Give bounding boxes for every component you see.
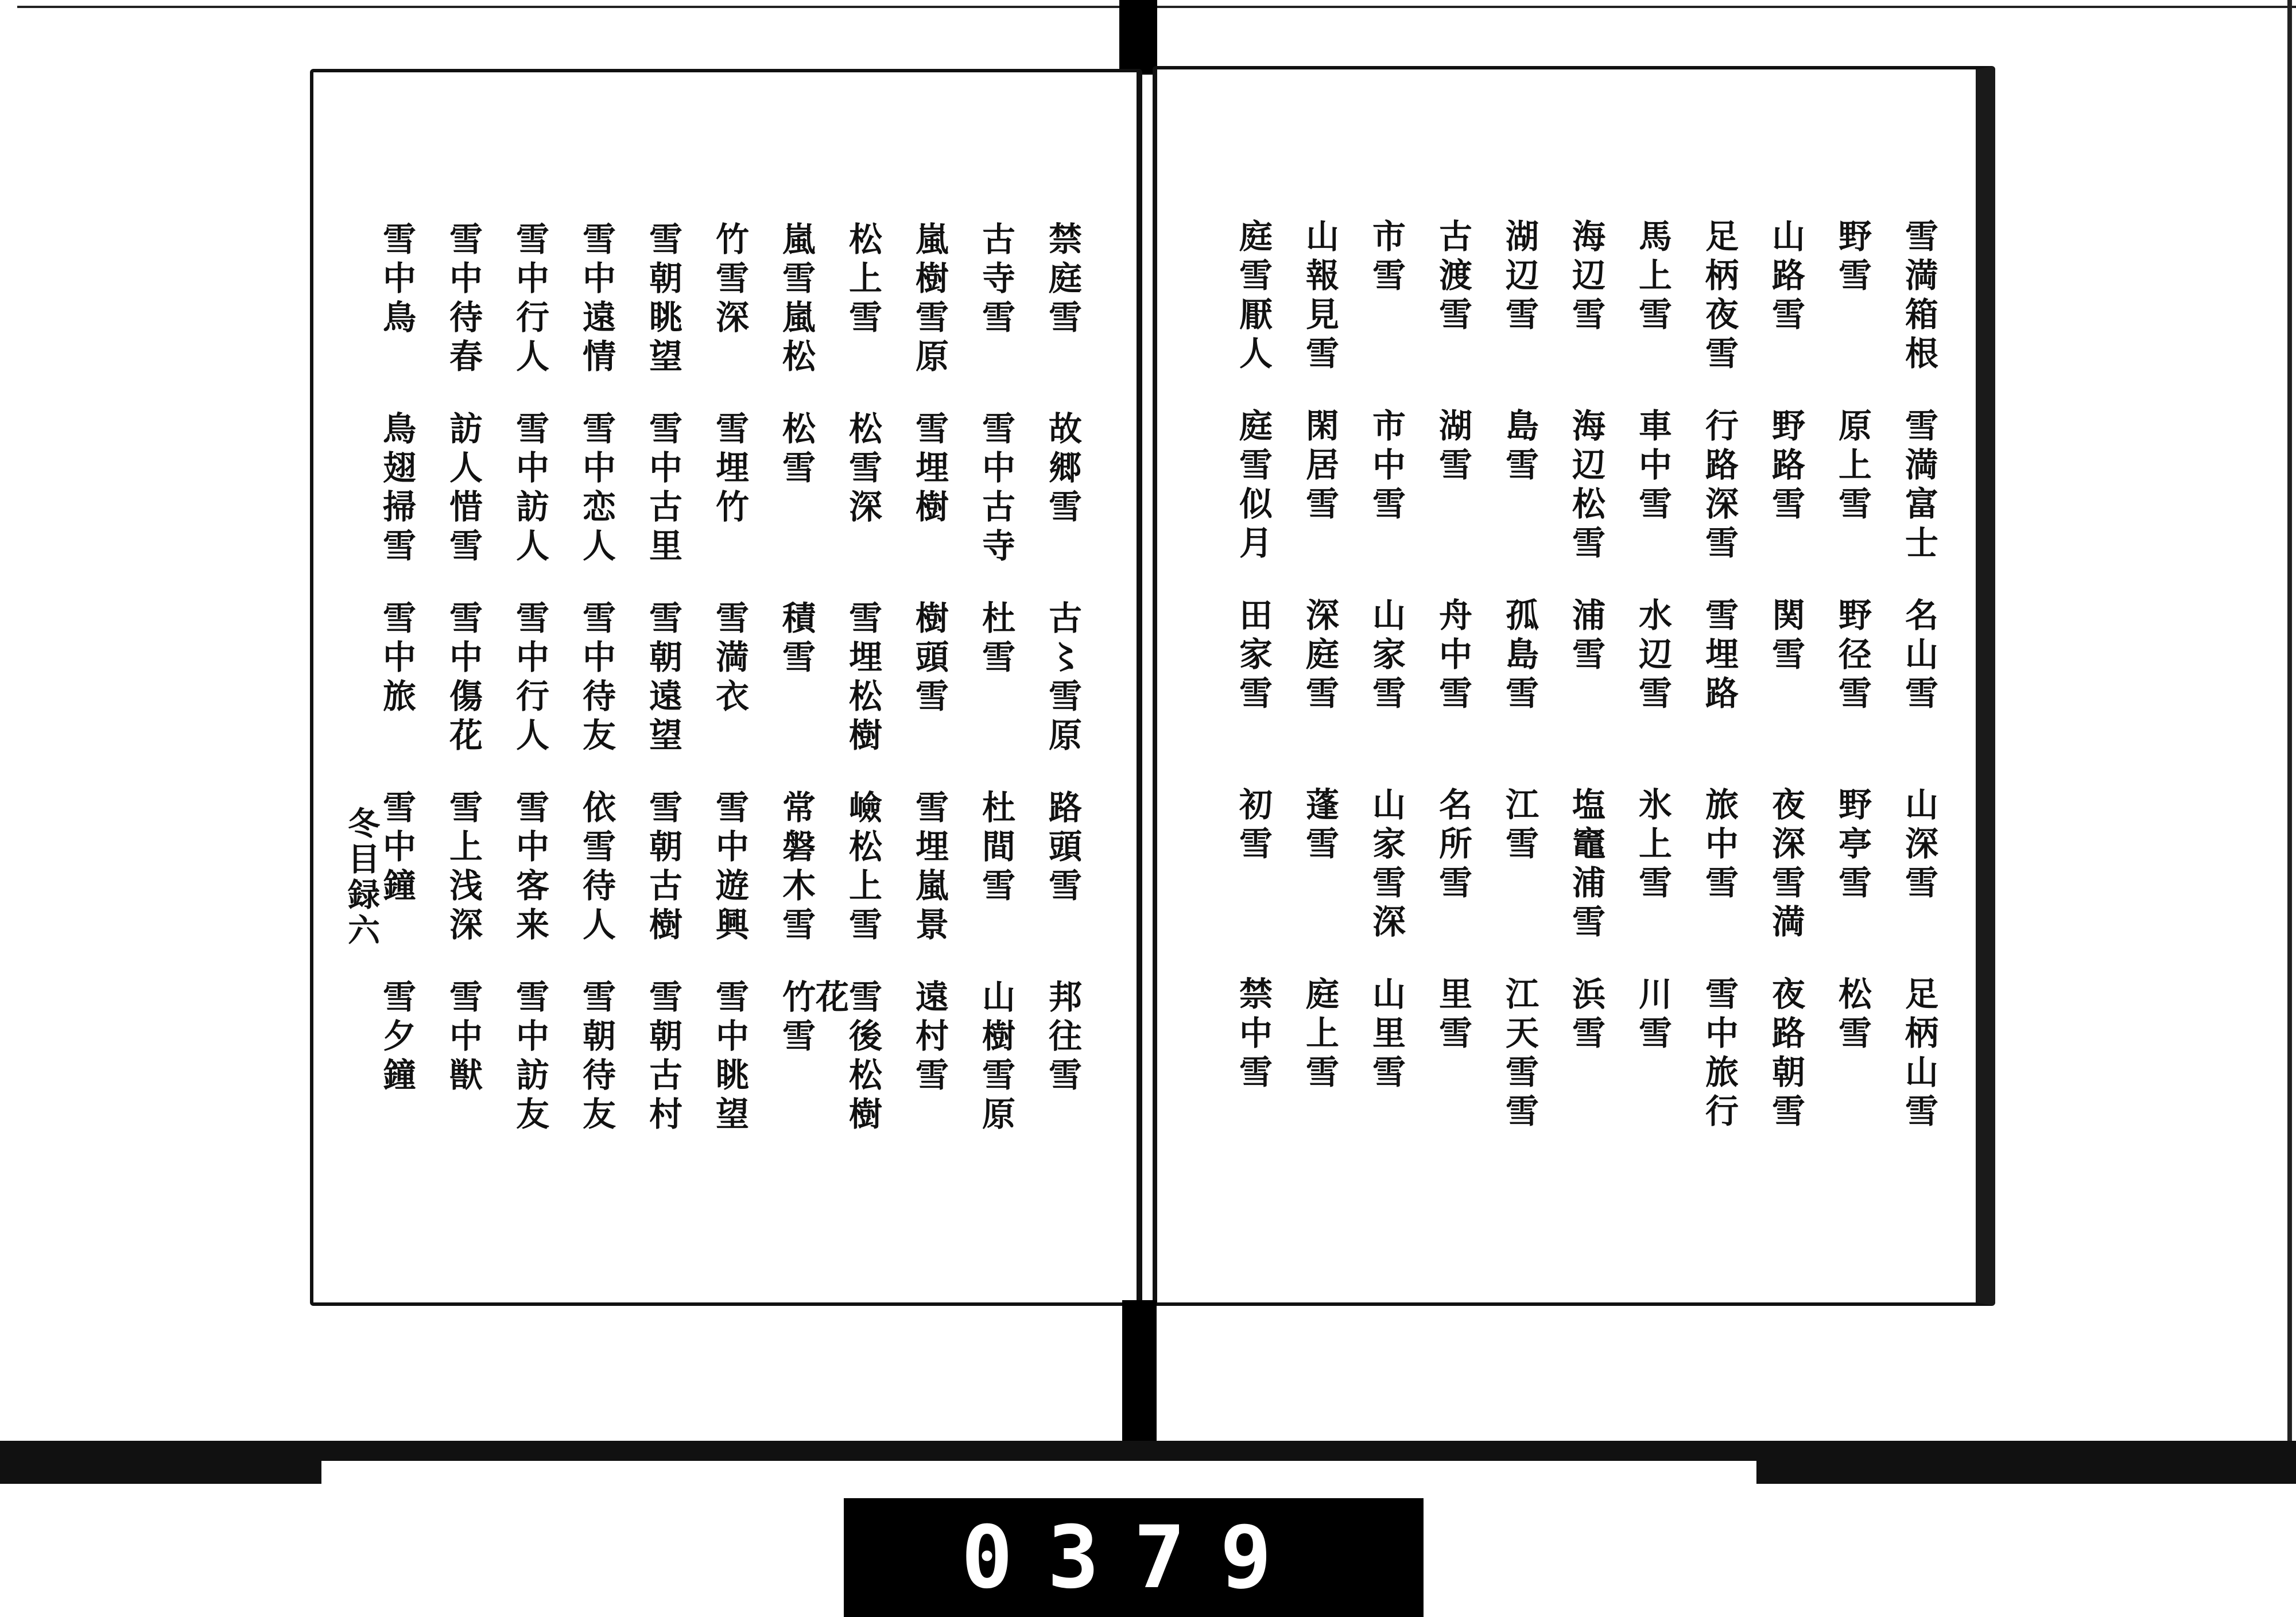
- index-entry: 雪朝古樹: [643, 790, 682, 946]
- book-spine-top: [1119, 0, 1157, 75]
- text-column: [1536, 219, 1603, 1166]
- text-column: [1203, 219, 1273, 1166]
- index-entry: 里雪: [1433, 976, 1472, 1054]
- index-entry: 禁庭雪: [1043, 222, 1082, 339]
- index-entry: 島雪: [1500, 408, 1539, 486]
- index-entry: 足柄山雪: [1899, 976, 1938, 1133]
- text-column: [1669, 219, 1739, 1166]
- index-entry: 関雪: [1766, 598, 1805, 676]
- index-entry: 庭雪似月: [1234, 408, 1273, 564]
- index-entry: 野路雪: [1766, 408, 1805, 525]
- index-entry: 雪中旅行: [1700, 976, 1739, 1133]
- scan-right-edge: [2287, 0, 2292, 1481]
- index-entry: 野径雪: [1833, 598, 1872, 715]
- index-entry: 名所雪: [1433, 787, 1472, 904]
- index-entry: 古寺雪: [976, 222, 1015, 339]
- text-column: [347, 222, 416, 1169]
- index-entry: 市中雪: [1367, 408, 1406, 525]
- index-entry: 嵐樹雪原: [910, 222, 949, 378]
- text-column: [1403, 219, 1472, 1166]
- index-entry: 常磐木雪: [777, 790, 816, 946]
- index-entry: 雪埋路: [1700, 598, 1739, 715]
- frame-number-plate: [844, 1498, 1424, 1617]
- index-entry: 夜路朝雪: [1766, 976, 1805, 1133]
- text-column: [1869, 219, 1936, 1166]
- index-entry: 足柄夜雪: [1700, 219, 1739, 375]
- index-entry: 雪中訪友: [510, 979, 549, 1135]
- page-footer-title: 冬目録六: [343, 806, 381, 949]
- index-entry: 故郷雪: [1043, 411, 1082, 528]
- index-entry: 野亭雪: [1833, 787, 1872, 904]
- text-column: [1603, 219, 1672, 1166]
- index-entry: 蓬雪: [1300, 787, 1339, 865]
- index-entry: 山里雪: [1367, 976, 1406, 1093]
- index-entry: 雪中待春: [444, 222, 483, 378]
- index-entry: 名山雪: [1899, 598, 1938, 715]
- index-entry: 依雪待人: [577, 790, 616, 946]
- index-entry: 古〻雪原: [1043, 600, 1082, 757]
- index-entry: 雪朝待友: [577, 979, 616, 1135]
- index-entry: 雪朝遠望: [643, 600, 682, 757]
- index-entry: 雪中訪人: [510, 411, 549, 567]
- index-entry: 山深雪: [1899, 787, 1938, 904]
- index-entry: 江雪: [1500, 787, 1539, 865]
- frame-number: 0379: [961, 1507, 1306, 1608]
- index-entry: 鳥翅掃雪: [377, 411, 416, 567]
- text-column: [613, 222, 680, 1169]
- index-entry: 庭雪厭人: [1234, 219, 1273, 375]
- index-entry: 嵐雪嵐松: [777, 222, 816, 378]
- index-entry: 遠村雪: [910, 979, 949, 1096]
- index-entry: 雪中傷花: [444, 600, 483, 757]
- index-entry: 山家雪深: [1367, 787, 1406, 943]
- index-entry: 雪中客来: [510, 790, 549, 946]
- index-entry: 水辺雪: [1633, 598, 1672, 715]
- left-page: [310, 69, 1142, 1306]
- index-entry: 馬上雪: [1633, 219, 1672, 336]
- right-page: [1153, 66, 1995, 1306]
- index-entry: 市雪: [1367, 219, 1406, 297]
- index-entry: 邦往雪: [1043, 979, 1082, 1096]
- text-column: [946, 222, 1013, 1169]
- index-entry: 雪中眺望: [710, 979, 749, 1135]
- index-entry: 雪朝古村: [643, 979, 682, 1135]
- index-entry: 原上雪: [1833, 408, 1872, 525]
- index-entry: 山樹雪原: [976, 979, 1015, 1135]
- index-entry: 川雪: [1633, 976, 1672, 1054]
- text-column: [1802, 219, 1872, 1166]
- index-entry: 雪中待友: [577, 600, 616, 757]
- index-entry: 車中雪: [1633, 408, 1672, 525]
- index-entry: 塩竈浦雪: [1566, 787, 1605, 943]
- index-entry: 訪人惜雪: [444, 411, 483, 567]
- index-entry: 雪埋嵐景: [910, 790, 949, 946]
- index-entry: 雪中遊興: [710, 790, 749, 946]
- text-column: [1736, 219, 1805, 1166]
- index-entry: 雪満富士: [1899, 408, 1938, 564]
- index-entry: 竹雪深: [710, 222, 749, 339]
- text-column: [480, 222, 549, 1169]
- index-entry: 雪中獣: [444, 979, 483, 1096]
- index-entry: 松雪: [777, 411, 816, 489]
- index-entry: 杜雪: [976, 600, 1015, 678]
- index-entry: 旅中雪: [1700, 787, 1739, 904]
- index-entry: 雪満衣: [710, 600, 749, 718]
- index-entry: 浦雪: [1566, 598, 1605, 676]
- index-entry: 湖辺雪: [1500, 219, 1539, 336]
- index-entry: 舟中雪: [1433, 598, 1472, 715]
- text-column: [413, 222, 483, 1169]
- text-column: [1469, 219, 1539, 1166]
- text-column: [1013, 222, 1082, 1169]
- index-entry: 雪中行人: [510, 600, 549, 757]
- index-entry: 雪満箱根: [1899, 219, 1938, 375]
- index-entry: 雪中鐘: [377, 790, 416, 907]
- index-entry: 山路雪: [1766, 219, 1805, 336]
- index-entry: 雪埋松樹: [843, 600, 882, 757]
- index-entry: 雪中旅: [377, 600, 416, 718]
- index-entry: 路頭雪: [1043, 790, 1082, 907]
- index-entry: 雪中古里: [643, 411, 682, 567]
- text-column: [1336, 219, 1406, 1166]
- text-column: [546, 222, 616, 1169]
- index-entry: 江天雪雪: [1500, 976, 1539, 1133]
- index-entry: 杜間雪: [976, 790, 1015, 907]
- index-entry: 松雪: [1833, 976, 1872, 1054]
- right-page-columns: [1203, 219, 1936, 1166]
- index-entry: 田家雪: [1234, 598, 1273, 715]
- index-entry: 浜雪: [1566, 976, 1605, 1054]
- text-column: [879, 222, 949, 1169]
- index-entry: 松上雪: [843, 222, 882, 339]
- index-entry: 雪中恋人: [577, 411, 616, 567]
- index-entry: 海辺雪: [1566, 219, 1605, 336]
- index-entry: 雪後松樹花: [810, 979, 882, 1135]
- text-column: [680, 222, 749, 1169]
- index-entry: 雪中遠情: [577, 222, 616, 378]
- index-entry: 雪中鳥: [377, 222, 416, 339]
- text-column: [1270, 219, 1339, 1166]
- text-column: [746, 222, 816, 1169]
- index-entry: 閑居雪: [1300, 408, 1339, 525]
- index-entry: 雪夕鐘: [377, 979, 416, 1096]
- index-entry: 氷上雪: [1633, 787, 1672, 904]
- index-entry: 山家雪: [1367, 598, 1406, 715]
- index-entry: 雪上浅深: [444, 790, 483, 946]
- index-entry: 雪朝眺望: [643, 222, 682, 378]
- index-entry: 松雪深: [843, 411, 882, 528]
- index-entry: 嶮松上雪: [843, 790, 882, 946]
- index-entry: 雪埋樹: [910, 411, 949, 528]
- index-entry: 竹雪: [777, 979, 816, 1057]
- index-entry: 野雪: [1833, 219, 1872, 297]
- index-entry: 孤島雪: [1500, 598, 1539, 715]
- text-column: [810, 222, 882, 1169]
- index-entry: 山報見雪: [1300, 219, 1339, 375]
- index-entry: 夜深雪満: [1766, 787, 1805, 943]
- index-entry: 雪埋竹: [710, 411, 749, 528]
- index-entry: 積雪: [777, 600, 816, 678]
- index-entry: 古渡雪: [1433, 219, 1472, 336]
- scanner-table-strip: [321, 1461, 1756, 1484]
- index-entry: 湖雪: [1433, 408, 1472, 486]
- index-entry: 樹頭雪: [910, 600, 949, 718]
- index-entry: 深庭雪: [1300, 598, 1339, 715]
- index-entry: 庭上雪: [1300, 976, 1339, 1093]
- left-page-columns: [347, 222, 1082, 1169]
- index-entry: 初雪: [1234, 787, 1273, 865]
- index-entry: 雪中古寺: [976, 411, 1015, 567]
- index-entry: 行路深雪: [1700, 408, 1739, 564]
- index-entry: 海辺松雪: [1566, 408, 1605, 564]
- index-entry: 雪中行人: [510, 222, 549, 378]
- index-entry: 禁中雪: [1234, 976, 1273, 1093]
